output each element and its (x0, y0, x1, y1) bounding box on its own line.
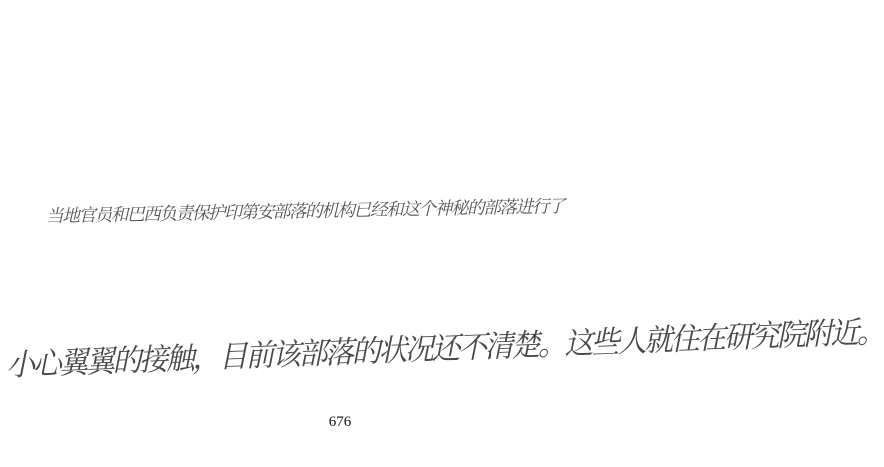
page-number: 676 (328, 414, 352, 430)
handwritten-line-1: 当地官员和巴西负责保护印第安部落的机构已经和这个神秘的部落进行了 (45, 197, 565, 227)
handwritten-line-2: 小心翼翼的接触，目前该部落的状况还不清楚。这些人就住在研究院附近。 (5, 313, 884, 383)
